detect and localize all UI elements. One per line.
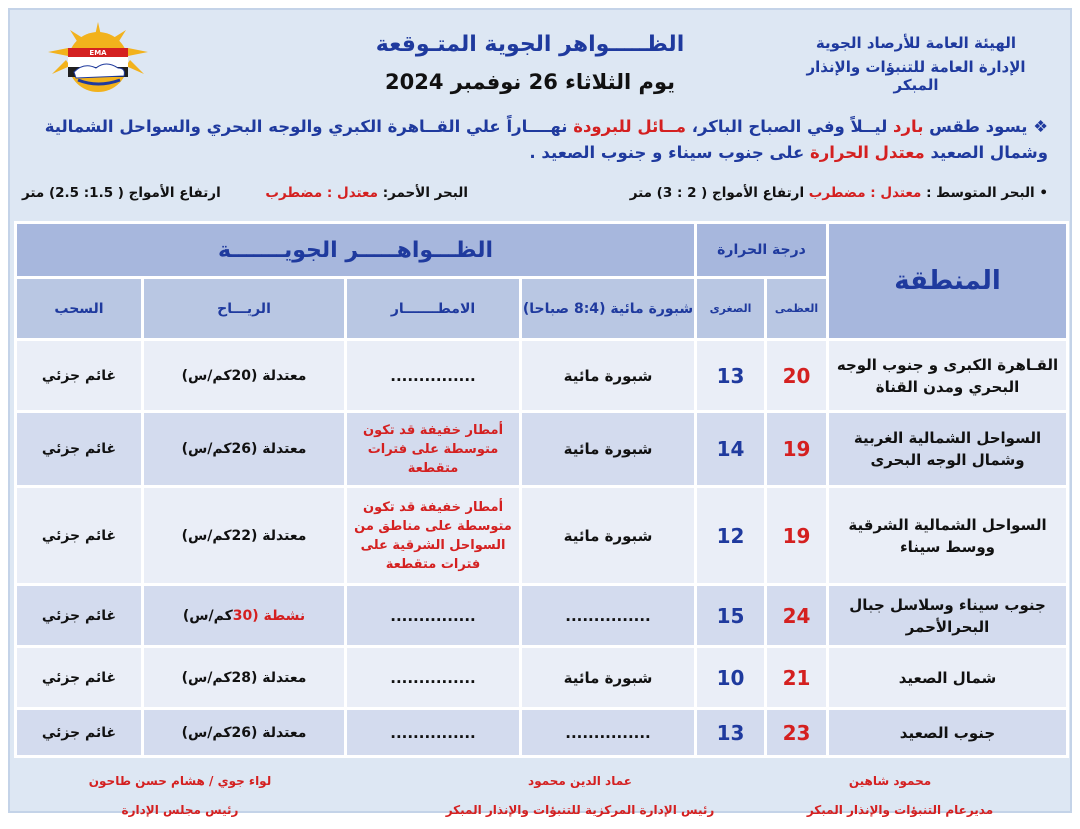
signature-name: عماد الدين محمود — [528, 774, 632, 788]
fog-cell: شبورة مائية — [521, 487, 696, 585]
region-header: المنطقة — [828, 223, 1068, 340]
clouds-cell: غائم جزئي — [16, 647, 143, 709]
diamond-bullet-icon: ❖ — [1033, 117, 1048, 136]
min-temp-cell: 15 — [696, 585, 766, 647]
max-temp-cell: 23 — [766, 709, 828, 757]
rain-cell: أمطار خفيفة قد تكون متوسطة على مناطق من السواحل الشرقية على فترات متقطعة — [346, 487, 521, 585]
mediterranean-sea: • البحر المتوسط : معتدل : مضطرب ارتفاع الأمواج ( 2 : 3) متر — [629, 185, 1048, 201]
max-temp-header: العظمى — [766, 278, 828, 340]
region-cell: السواحل الشمالية الغربية وشمال الوجه البحرى — [828, 412, 1068, 487]
org-name: الهيئة العامة للأرصاد الجوية — [815, 34, 1017, 52]
phenomena-header: الظـــواهـــــر الجويـــــــة — [16, 223, 696, 278]
red-sea: البحر الأحمر: معتدل : مضطرب — [265, 185, 468, 201]
page-title: الظـــــواهر الجوية المتـوقعة — [375, 32, 685, 57]
wind-header: الريـــاح — [143, 278, 346, 340]
region-cell: السواحل الشمالية الشرقية ووسط سيناء — [828, 487, 1068, 585]
clouds-header: السحب — [16, 278, 143, 340]
table-row — [16, 585, 1068, 647]
fog-cell: ............... — [521, 709, 696, 757]
rain-cell: ............... — [346, 585, 521, 647]
table-row — [16, 709, 1068, 757]
min-temp-cell: 10 — [696, 647, 766, 709]
clouds-cell: غائم جزئي — [16, 585, 143, 647]
rain-cell: ............... — [346, 647, 521, 709]
max-temp-cell: 19 — [766, 412, 828, 487]
wind-cell: معتدلة (20كم/س) — [143, 340, 346, 412]
table-row — [16, 487, 1068, 585]
min-temp-cell: 13 — [696, 709, 766, 757]
rain-header: الامطـــــــار — [346, 278, 521, 340]
region-cell: جنوب الصعيد — [828, 709, 1068, 757]
forecast-date: يوم الثلاثاء 26 نوفمبر 2024 — [385, 70, 675, 94]
rain-cell: أمطار خفيفة قد تكون متوسطة على فترات متقطعة — [346, 412, 521, 487]
fog-cell: شبورة مائية — [521, 647, 696, 709]
sea-conditions — [18, 185, 1048, 209]
fog-header: شبورة مائية (8:4 صباحا) — [521, 278, 696, 340]
signature-name: لواء جوي / هشام حسن طاحون — [88, 774, 272, 788]
wind-cell: معتدلة (26كم/س) — [143, 709, 346, 757]
max-temp-cell: 24 — [766, 585, 828, 647]
clouds-cell: غائم جزئي — [16, 340, 143, 412]
fog-cell: شبورة مائية — [521, 340, 696, 412]
clouds-cell: غائم جزئي — [16, 709, 143, 757]
table-row — [16, 647, 1068, 709]
signature-role: مديرعام التنبؤات والإنذار المبكر — [806, 803, 994, 817]
forecast-page — [8, 8, 1072, 817]
signature-name: محمود شاهين — [848, 774, 932, 788]
rain-cell: ............... — [346, 340, 521, 412]
region-cell: القـاهرة الكبرى و جنوب الوجه البحري ومدن القناة — [828, 340, 1068, 412]
signature-role: رئيس الإدارة المركزية للتنبؤات والإنذار المبكر — [445, 803, 715, 817]
min-temp-cell: 14 — [696, 412, 766, 487]
temperature-header: درجة الحرارة — [696, 223, 828, 278]
rain-cell: ............... — [346, 709, 521, 757]
wind-cell: معتدلة (28كم/س) — [143, 647, 346, 709]
max-temp-cell: 19 — [766, 487, 828, 585]
signature-role: رئيس مجلس الإدارة — [121, 803, 239, 817]
min-temp-cell: 13 — [696, 340, 766, 412]
region-cell: شمال الصعيد — [828, 647, 1068, 709]
ema-logo-icon — [44, 22, 152, 102]
min-temp-cell: 12 — [696, 487, 766, 585]
fog-cell: ............... — [521, 585, 696, 647]
weather-summary: ❖ يسود طقس بارد ليــلاً وفي الصباح الباكر، مــائل للبرودة نهــــاراً علي القــاهرة الكبري والوجه البحري والسواحل الشمالية وشمال الصعيد معتدل الحرارة على جنوب سيناء و جنوب الصعيد . — [44, 117, 1048, 162]
region-cell: جنوب سيناء وسلاسل جبال البحرالأحمر — [828, 585, 1068, 647]
fog-cell: شبورة مائية — [521, 412, 696, 487]
max-temp-cell: 21 — [766, 647, 828, 709]
forecast-table — [14, 221, 1069, 758]
wind-cell: نشطة (30كم/س) — [143, 585, 346, 647]
clouds-cell: غائم جزئي — [16, 487, 143, 585]
wind-cell: معتدلة (26كم/س) — [143, 412, 346, 487]
round-bullet-icon: • — [1039, 185, 1048, 201]
wind-cell: معتدلة (22كم/س) — [143, 487, 346, 585]
table-row — [16, 412, 1068, 487]
org-department: الإدارة العامة للتنبؤات والإنذار المبكر — [806, 58, 1026, 94]
red-sea-waves: ارتفاع الأمواج ( 1.5: 2.5) متر — [22, 185, 221, 201]
svg-text:EMA: EMA — [89, 49, 107, 57]
table-row — [16, 340, 1068, 412]
min-temp-header: الصغرى — [696, 278, 766, 340]
clouds-cell: غائم جزئي — [16, 412, 143, 487]
max-temp-cell: 20 — [766, 340, 828, 412]
